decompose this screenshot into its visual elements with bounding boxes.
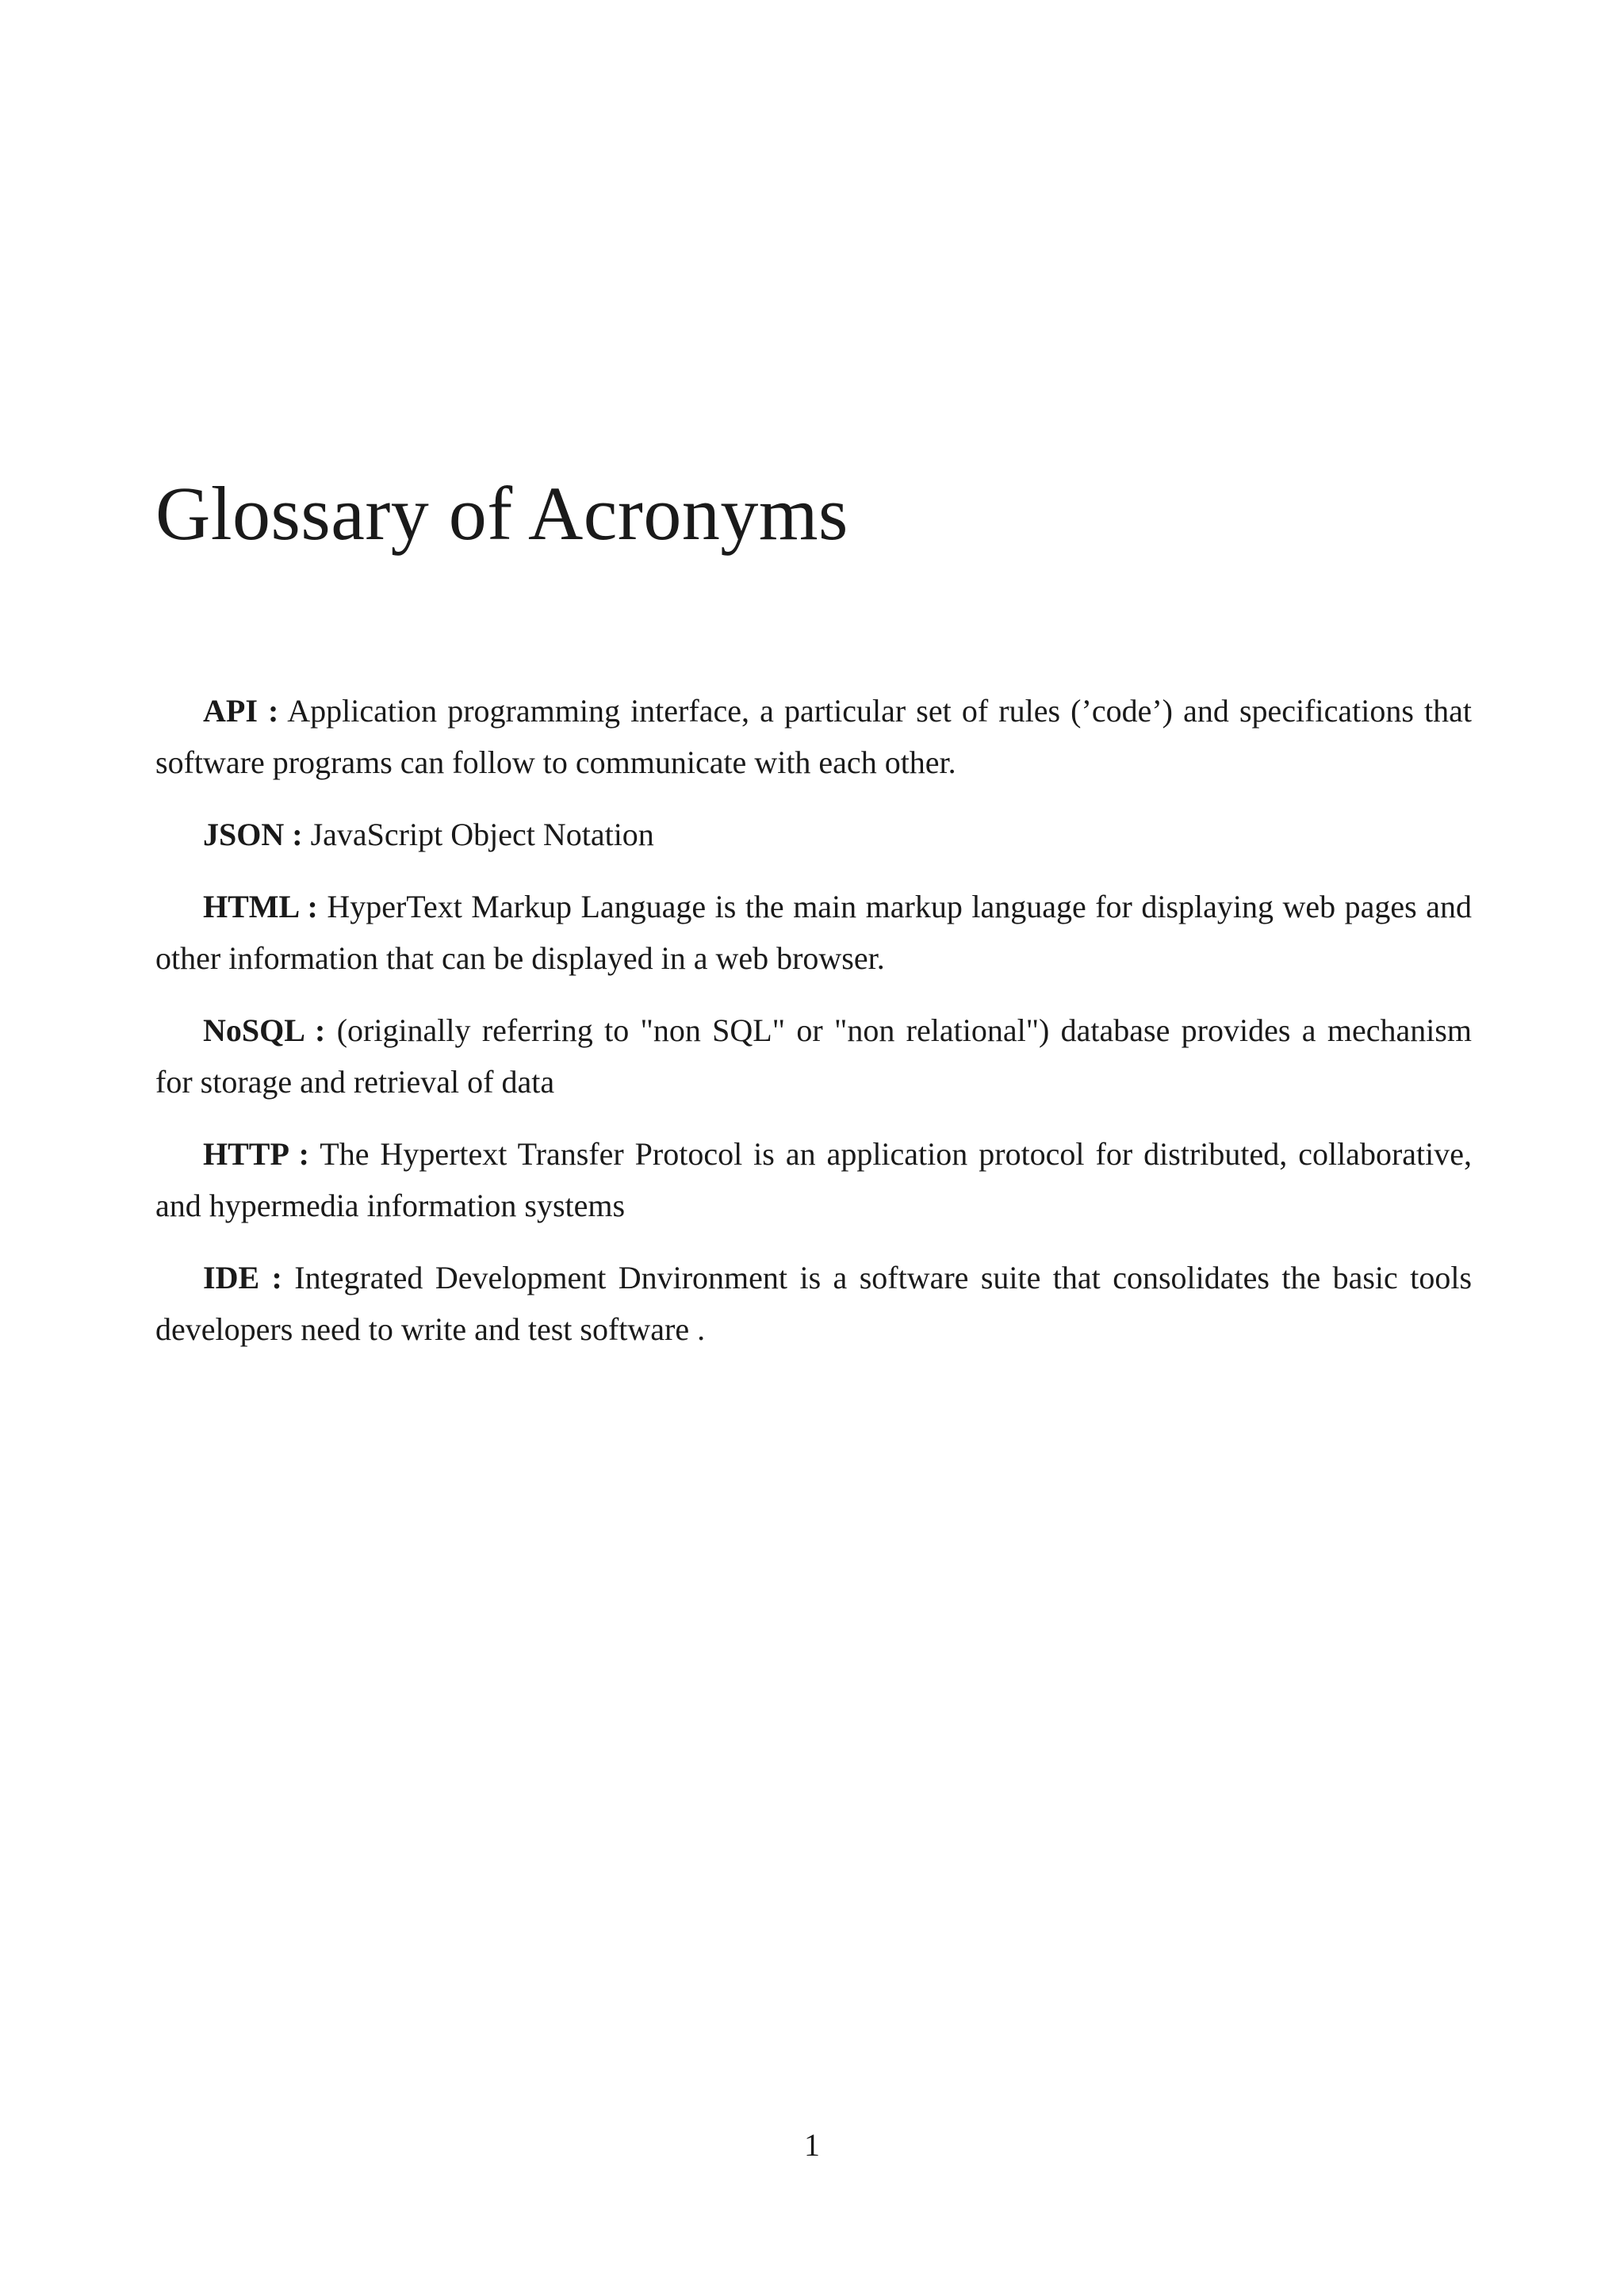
- glossary-term: API :: [203, 693, 279, 729]
- glossary-definition: (originally referring to "non SQL" or "non relational") database provides a mechanism for storage and retrieval of data: [155, 1012, 1472, 1100]
- glossary-list: [155, 685, 1472, 1376]
- glossary-term: HTTP :: [203, 1136, 309, 1172]
- glossary-definition: HyperText Markup Language is the main markup language for displaying web pages and other information that can be displayed in a web browser.: [155, 889, 1472, 976]
- glossary-entry-ide: [155, 1252, 1472, 1355]
- glossary-term: JSON :: [203, 817, 303, 852]
- glossary-definition: Integrated Development Dnvironment is a software suite that consolidates the basic tools developers need to write and test software .: [155, 1260, 1473, 1347]
- glossary-entry-nosql: [155, 1004, 1472, 1108]
- page-number: 1: [804, 2127, 820, 2163]
- glossary-entry-api: [155, 685, 1472, 788]
- page-title: Glossary of Acronyms: [155, 471, 848, 556]
- glossary-term: HTML :: [203, 889, 318, 924]
- glossary-entry-html: [155, 881, 1472, 984]
- glossary-definition: The Hypertext Transfer Protocol is an application protocol for distributed, collaborative, and hypermedia information systems: [155, 1136, 1472, 1223]
- glossary-term: NoSQL :: [203, 1012, 326, 1048]
- glossary-definition: Application programming interface, a particular set of rules (’code’) and specifications that software programs can follow to communicate with each other.: [155, 693, 1472, 780]
- glossary-term: IDE :: [203, 1260, 282, 1295]
- glossary-definition: JavaScript Object Notation: [310, 817, 654, 852]
- glossary-entry-http: [155, 1128, 1472, 1231]
- glossary-entry-json: [155, 809, 1472, 860]
